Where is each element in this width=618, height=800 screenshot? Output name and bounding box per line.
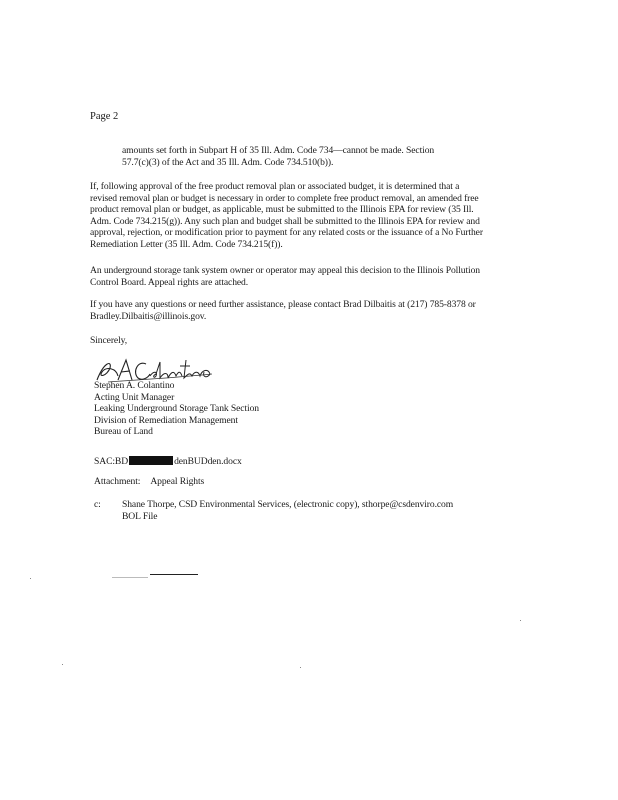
signature-block bbox=[94, 380, 259, 438]
attachment-line bbox=[94, 476, 204, 488]
text-line: revised removal plan or budget is necessary in order to complete free product removal, an amended free bbox=[90, 192, 479, 204]
text-line: If you have any questions or need further assistance, please contact Brad Dilbaitis at (217) 785-8378 or bbox=[90, 299, 476, 310]
signer-bureau: Bureau of Land bbox=[94, 426, 153, 437]
reference-suffix: denBUDden.docx bbox=[174, 456, 242, 467]
page-number: Page 2 bbox=[90, 111, 119, 122]
closing-salutation: Sincerely, bbox=[90, 335, 128, 346]
cc-recipient: Shane Thorpe, CSD Environmental Services, (electronic copy), sthorpe@csdenviro.com bbox=[122, 499, 454, 510]
text-line: Adm. Code 734.215(g)). Any such plan and budget shall be submitted to the Illinois EPA for review and bbox=[90, 215, 480, 227]
reference-prefix: SAC:BD bbox=[94, 456, 129, 467]
scan-speck bbox=[30, 578, 31, 579]
signer-name: Stephen A. Colantino bbox=[94, 380, 175, 391]
signer-title: Acting Unit Manager bbox=[94, 391, 175, 403]
paragraph-subpart-h bbox=[122, 145, 434, 168]
text-line: approval, rejection, or modification prior to payment for any related costs or the issuance of a No Further bbox=[90, 227, 483, 238]
paragraph-appeal bbox=[90, 265, 480, 288]
scan-speck bbox=[520, 620, 521, 621]
scan-speck bbox=[300, 667, 301, 668]
text-line: If, following approval of the free product removal plan or associated budget, it is determined that a bbox=[90, 181, 460, 192]
text-line: An underground storage tank system owner or operator may appeal this decision to the Illinois Pollution bbox=[90, 265, 480, 276]
signer-section: Leaking Underground Storage Tank Section bbox=[94, 403, 259, 414]
text-line: 57.7(c)(3) of the Act and 35 Ill. Adm. Code 734.510(b)). bbox=[122, 156, 334, 168]
attachment-label: Attachment: bbox=[94, 476, 141, 487]
text-line: product removal plan or budget, as applicable, must be submitted to the Illinois EPA for review (35 Ill. bbox=[90, 204, 474, 215]
scan-artifact-line bbox=[112, 577, 148, 578]
text-line: Control Board. Appeal rights are attached. bbox=[90, 276, 249, 288]
paragraph-contact bbox=[90, 299, 476, 322]
attachment-value: Appeal Rights bbox=[150, 476, 205, 487]
paragraph-amended-plan bbox=[90, 181, 483, 250]
scan-speck bbox=[62, 664, 63, 665]
text-line: Remediation Letter (35 Ill. Adm. Code 734.215(f)). bbox=[90, 238, 283, 250]
carbon-copy-list bbox=[94, 499, 453, 522]
scan-artifact-line bbox=[150, 574, 198, 575]
redaction-bar bbox=[129, 456, 173, 465]
cc-label: c: bbox=[94, 499, 101, 510]
text-line: amounts set forth in Subpart H of 35 Ill. Adm. Code 734—cannot be made. Section bbox=[122, 145, 435, 156]
reference-line bbox=[94, 456, 242, 468]
text-line: Bradley.Dilbaitis@illinois.gov. bbox=[90, 310, 207, 322]
signer-division: Division of Remediation Management bbox=[94, 414, 238, 426]
cc-recipient: BOL File bbox=[122, 510, 158, 522]
